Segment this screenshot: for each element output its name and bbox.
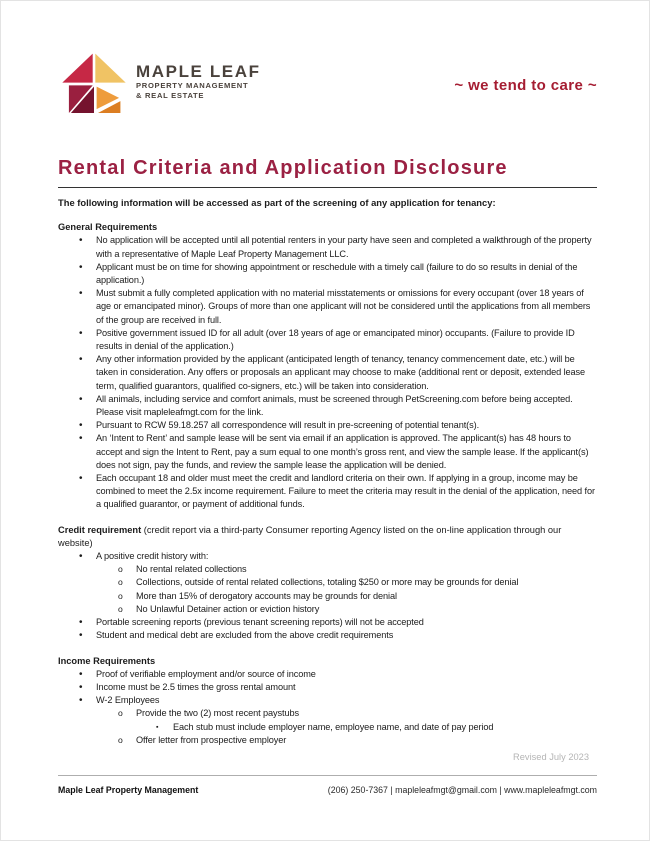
list-item [58, 287, 597, 327]
section-heading-detail: (credit report via a third-party Consumer reporting Agency listed on the on-line application through our website) [58, 524, 562, 548]
list-item [58, 707, 597, 720]
list-item [58, 629, 597, 642]
circle-bullet-icon: o [118, 603, 123, 614]
list-item-text: No Unlawful Detainer action or eviction history [136, 603, 320, 614]
list-item-text: Collections, outside of rental related collections, totaling $250 or more may be grounds for denial [136, 577, 519, 588]
list-item-text: Portable screening reports (previous tenant screening reports) will not be accepted [96, 617, 424, 628]
intro-statement: The following information will be accessed as part of the screening of any application for tenancy: [58, 197, 496, 208]
house-logo-icon [61, 53, 127, 115]
list-item [58, 419, 597, 432]
disc-bullet-icon: • [79, 681, 83, 693]
list-item [58, 353, 597, 393]
disc-bullet-icon: • [79, 668, 83, 680]
list-item [58, 234, 597, 260]
list-item [58, 668, 597, 681]
disc-bullet-icon: • [79, 433, 83, 445]
section-heading [58, 655, 597, 668]
disc-bullet-icon: • [79, 551, 83, 563]
list-item-text: No rental related collections [136, 564, 247, 575]
list-item [58, 261, 597, 287]
disc-bullet-icon: • [79, 473, 83, 485]
circle-bullet-icon: o [118, 577, 123, 588]
disc-bullet-icon: • [79, 354, 83, 366]
list-item-text: All animals, including service and comfort animals, must be screened through PetScreening.com before being accepted. Please visit mapleleafmgt.com for the link. [96, 393, 573, 418]
header [61, 53, 597, 119]
list-item-text: An ‘Intent to Rent’ and sample lease will be sent via email if an application is approved. The applicant(s) has 48 hours to accept and sign the Intent to Rent, pay a sum equal to one month’s gross rent, and view the sample lease. If the applicant(s) does not sign, pay the funds, and review the sample lease the application will be denied. [96, 433, 589, 470]
list-item-text: No application will be accepted until all potential renters in your party have seen and completed a walkthrough of the property with a representative of Maple Leaf Property Management LLC. [96, 235, 592, 259]
disc-bullet-icon: • [79, 235, 83, 247]
section-heading-bold: General Requirements [58, 222, 158, 233]
disc-bullet-icon: • [79, 261, 83, 273]
list-item [58, 590, 597, 603]
company-tagline: ~ we tend to care ~ [454, 77, 597, 94]
list-item [58, 550, 597, 563]
list-item [58, 576, 597, 589]
logo-subtitle-2: & REAL ESTATE [136, 90, 205, 100]
list-item-text: Applicant must be on time for showing appointment or reschedule with a timely call (failure to do so results in denial of the application.) [96, 261, 578, 286]
list-item-text: More than 15% of derogatory accounts may be grounds for denial [136, 590, 397, 601]
square-bullet-icon: ▪ [156, 723, 159, 731]
footer-contact-info: (206) 250-7367 | mapleleafmgt@gmail.com | www.mapleleafmgt.com [327, 785, 597, 795]
logo-text [136, 53, 261, 115]
list-item-text: Pursuant to RCW 59.18.257 all correspondence will result in pre-screening of potential tenant(s). [96, 420, 480, 431]
list-item-text: Proof of verifiable employment and/or source of income [96, 668, 316, 679]
document-title: Rental Criteria and Application Disclosure [58, 157, 508, 179]
circle-bullet-icon: o [118, 564, 123, 575]
list-item [58, 432, 597, 472]
list-item-text: Student and medical debt are excluded from the above credit requirements [96, 630, 394, 641]
list-item-text: Each occupant 18 and older must meet the credit and landlord criteria on their own. If applying in a group, income may be combined to meet the 2.5x income requirement. Failure to meet the criteria may result in the denial of the application, need for a qualified guarantor, or payment of additional funds. [96, 473, 595, 510]
revision-note: Revised July 2023 [513, 751, 589, 762]
list-item-text: Each stub must include employer name, employee name, and date of pay period [173, 721, 494, 732]
list-item [58, 616, 597, 629]
disc-bullet-icon: • [79, 327, 83, 339]
footer-company-name: Maple Leaf Property Management [58, 785, 199, 795]
list-item [58, 472, 597, 512]
list-item-text: Positive government issued ID for all adult (over 18 years of age or emancipated minor) occupants. (Failure to provide ID results in denial of the application.) [96, 327, 575, 352]
section-heading-bold: Credit requirement [58, 524, 142, 535]
logo-company-name: MAPLE LEAF [136, 62, 261, 81]
document-section [58, 524, 597, 643]
title-rule-divider [58, 187, 597, 188]
list-item [58, 734, 597, 747]
logo-subtitle-1: PROPERTY MANAGEMENT [136, 81, 249, 90]
list-item [58, 393, 597, 419]
disc-bullet-icon: • [79, 420, 83, 432]
list-item-text: W-2 Employees [96, 695, 160, 706]
list-item [58, 603, 597, 616]
list-item-text: Provide the two (2) most recent paystubs [136, 708, 299, 719]
section-heading-bold: Income Requirements [58, 655, 156, 666]
list-item-text: A positive credit history with: [96, 551, 209, 562]
list-item [58, 563, 597, 576]
list-item [58, 327, 597, 353]
company-logo [61, 53, 261, 115]
footer [58, 775, 597, 795]
list-item-text: Any other information provided by the applicant (anticipated length of tenancy, tenancy commencement date, etc.) will be taken in consideration. Any offers or proposals an applicant may choose to make (additional rent or deposit, extended lease term, qualified guarantors, qualified co-signers, etc.) will be taken into consideration. [96, 354, 586, 391]
disc-bullet-icon: • [79, 393, 83, 405]
list-item-text: Offer letter from prospective employer [136, 734, 287, 745]
list-item [58, 681, 597, 694]
disc-bullet-icon: • [79, 617, 83, 629]
circle-bullet-icon: o [118, 590, 123, 601]
disc-bullet-icon: • [79, 695, 83, 707]
document-section [58, 655, 597, 747]
disc-bullet-icon: • [79, 288, 83, 300]
list-item-text: Income must be 2.5 times the gross rental amount [96, 681, 296, 692]
document-section [58, 221, 597, 511]
circle-bullet-icon: o [118, 734, 123, 745]
list-item-text: Must submit a fully completed application with no material misstatements or omissions for every occupant (over 18 years of age or emancipated minor). Groups of more than one applicant will not be considered until the applications from all members of the group are received in full. [96, 288, 591, 325]
list-item [58, 721, 597, 734]
section-heading [58, 524, 597, 550]
list-item [58, 694, 597, 707]
circle-bullet-icon: o [118, 708, 123, 719]
section-heading [58, 221, 597, 234]
document-sections [58, 221, 597, 747]
disc-bullet-icon: • [79, 630, 83, 642]
